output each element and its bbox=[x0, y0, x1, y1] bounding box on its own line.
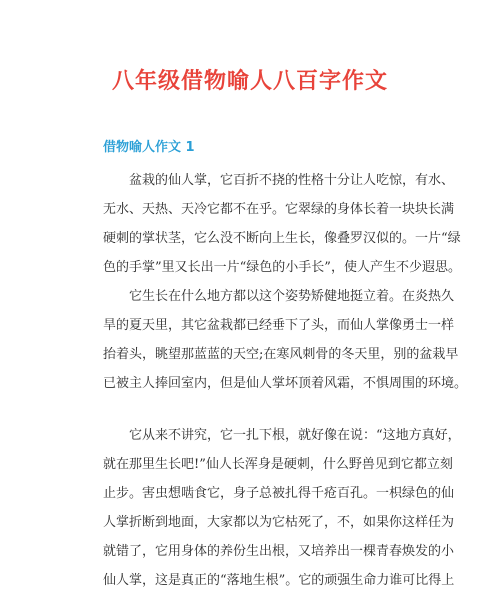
paragraph-line: 它生长在什么地方都以这个姿势矫健地挺立着。在炎热久 bbox=[129, 289, 455, 304]
paragraph-line: 它从来不讲究，它一扎下根，就好像在说：“这地方真好， bbox=[129, 428, 461, 443]
paragraph-line: 旱的夏天里，其它盆栽都已经垂下了头，而仙人掌像勇士一样 bbox=[103, 318, 455, 333]
paragraph-line: 止步。害虫想啮食它，身子总被扎得千疮百孔。一枳绿色的仙 bbox=[103, 486, 455, 501]
paragraph-line: 无水、天热、天冷它都不在乎。它翠绿的身体长着一块块长满 bbox=[103, 202, 455, 217]
paragraph-line: 硬刺的掌状茎，它么没不断向上生长，像叠罗汉似的。一片“绿 bbox=[103, 231, 461, 246]
paragraph-line: 就在那里生长吧!”仙人长浑身是硬刺，什么野兽见到它都立刻 bbox=[103, 457, 453, 472]
document-title: 八年级借物喻人八百字作文 bbox=[111, 69, 388, 94]
paragraph-3 bbox=[103, 421, 461, 595]
paragraph-line: 抬着头，眺望那蓝蓝的天空;在寒风刺骨的冬天里，别的盆栽早 bbox=[103, 347, 459, 362]
paragraph-line: 盆栽的仙人掌，它百折不挠的性格十分让人吃惊，有水、 bbox=[129, 173, 455, 188]
paragraph-line: 已被主人捧回室内，但是仙人掌坏顶着风霜，不惧周围的环境。 bbox=[103, 376, 468, 391]
paragraph-1 bbox=[103, 166, 461, 282]
section-heading: 借物喻人作文 1 bbox=[103, 140, 195, 155]
paragraph-line: 色的手掌”里又长出一片“绿色的小手长”，使人产生不少遐思。 bbox=[103, 260, 461, 275]
paragraph-line: 仙人掌，这是真正的“落地生根”。它的顽强生命力谁可比得上 bbox=[103, 573, 455, 588]
paragraph-2 bbox=[103, 282, 468, 398]
paragraph-line: 就错了，它用身体的养份生出根，又培养出一棵青春焕发的小 bbox=[103, 544, 455, 559]
paragraph-line: 人掌折断到地面，大家都以为它枯死了，不，如果你这样任为 bbox=[103, 515, 455, 530]
